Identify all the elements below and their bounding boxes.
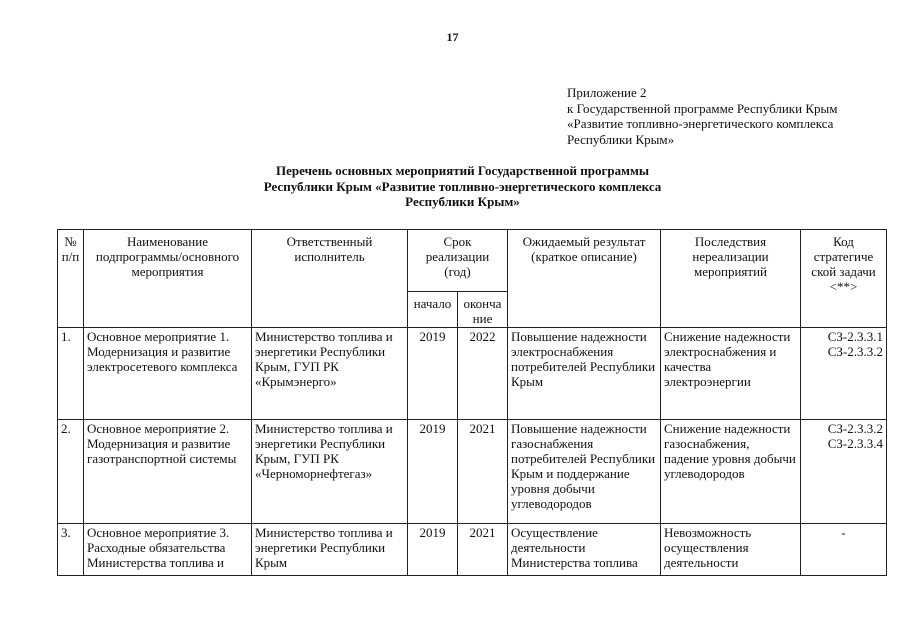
row-executor: Министерство топлива и энергетики Республики Крым, ГУП РК «Крымэнерго» [252, 328, 408, 420]
header-period: Срок реализации (год) [408, 230, 508, 292]
document-title [150, 163, 775, 210]
header-executor: Ответственный исполнитель [252, 230, 408, 328]
appendix-line: «Развитие топливно-энергетического комплекса [567, 116, 834, 131]
row-num: 2. [58, 420, 84, 524]
activities-table [57, 229, 887, 576]
row-end: 2021 [458, 524, 508, 576]
header-start: начало [408, 292, 458, 328]
code-item: СЗ-2.3.3.2 [827, 344, 883, 359]
appendix-line: Республики Крым» [567, 131, 675, 147]
row-num: 1. [58, 328, 84, 420]
table-row [58, 524, 887, 576]
title-line: Республики Крым» [405, 194, 520, 209]
header-name: Наименование подпрограммы/основного мероприятия [84, 230, 252, 328]
table-row [58, 328, 887, 420]
row-result: Осуществление деятельности Министерства топлива [508, 524, 661, 576]
header-end: оконча ние [458, 292, 508, 328]
row-name: Основное мероприятие 3. Расходные обязательства Министерства топлива и [84, 524, 252, 576]
row-end: 2021 [458, 420, 508, 524]
row-start: 2019 [408, 420, 458, 524]
row-num: 3. [58, 524, 84, 576]
row-name: Основное мероприятие 2. Модернизация и развитие газотранспортной системы [84, 420, 252, 524]
code-item: - [841, 525, 846, 540]
row-end: 2022 [458, 328, 508, 420]
appendix-line: к Государственной программе Республики Крым [567, 100, 838, 116]
header-num: № п/п [58, 230, 84, 328]
row-start: 2019 [408, 328, 458, 420]
row-result: Повышение надежности газоснабжения потребителей Республики Крым и поддержание уровня добычи углеводородов [508, 420, 661, 524]
header-code: Код стратегиче ской задачи <**> [801, 230, 887, 328]
row-codes [801, 524, 887, 576]
appendix-line: Приложение 2 [567, 85, 647, 100]
appendix-note [567, 85, 837, 147]
row-result: Повышение надежности электроснабжения потребителей Республики Крым [508, 328, 661, 420]
title-line: Республики Крым «Развитие топливно-энергетического комплекса [263, 178, 662, 194]
header-consequences: Последствия нереализации мероприятий [661, 230, 801, 328]
row-consequences: Снижение надежности электроснабжения и качества электроэнергии [661, 328, 801, 420]
header-result: Ожидаемый результат (краткое описание) [508, 230, 661, 328]
row-name: Основное мероприятие 1. Модернизация и развитие электросетевого комплекса [84, 328, 252, 420]
row-start: 2019 [408, 524, 458, 576]
code-item: СЗ-2.3.3.4 [827, 436, 883, 451]
row-codes [801, 328, 887, 420]
title-line: Перечень основных мероприятий Государственной программы [276, 163, 649, 178]
code-item: СЗ-2.3.3.2 [827, 421, 883, 436]
row-consequences: Невозможность осуществления деятельности [661, 524, 801, 576]
code-item: СЗ-2.3.3.1 [827, 329, 883, 344]
header-row [58, 230, 887, 292]
row-consequences: Снижение надежности газоснабжения, падение уровня добычи углеводородов [661, 420, 801, 524]
page-number: 17 [446, 30, 459, 44]
row-codes [801, 420, 887, 524]
row-executor: Министерство топлива и энергетики Республики Крым, ГУП РК «Черноморнефтегаз» [252, 420, 408, 524]
table-row [58, 420, 887, 524]
row-executor: Министерство топлива и энергетики Республики Крым [252, 524, 408, 576]
